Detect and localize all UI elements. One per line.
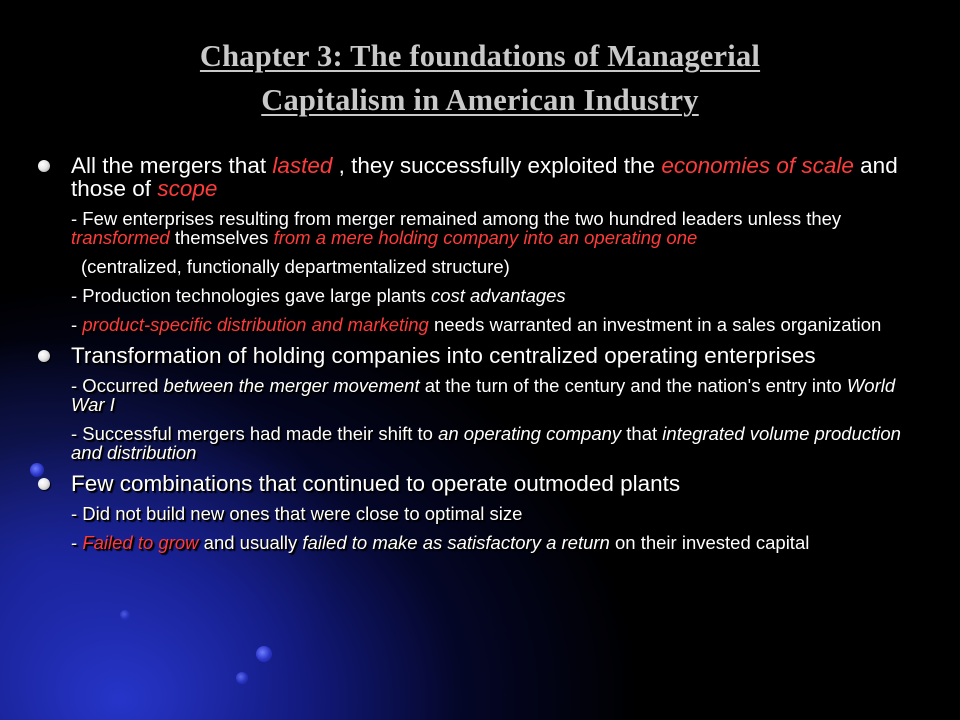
decorative-orb xyxy=(120,610,130,620)
sub-point-few-enterprises xyxy=(36,209,926,247)
highlight-text: scope xyxy=(157,176,218,201)
highlight-text: Failed to grow xyxy=(82,532,199,553)
sub-text: themselves xyxy=(169,227,274,248)
bullet-text: , they successfully exploited the xyxy=(332,153,662,178)
sub-text: at the turn of the century and the nation's entry into xyxy=(419,375,847,396)
bullet-dot-icon xyxy=(38,478,50,490)
highlight-text: economies of scale xyxy=(661,153,854,178)
emphasis-text: an operating company xyxy=(438,423,622,444)
sub-text: (centralized, functionally departmentalized structure) xyxy=(81,256,510,277)
bullet-mergers xyxy=(36,154,926,200)
sub-text: - Occurred xyxy=(71,375,164,396)
sub-text: - Few enterprises resulting from merger remained among the two hundred leaders unless they xyxy=(71,208,842,229)
emphasis-text: World War I xyxy=(71,375,896,415)
bullet-text: Transformation of holding companies into centralized operating enterprises xyxy=(71,343,816,368)
sub-text: and usually xyxy=(198,532,303,553)
sub-point-distribution xyxy=(36,315,926,334)
sub-point-did-not-build xyxy=(36,504,926,523)
bullet-text: Few combinations that continued to operate outmoded plants xyxy=(71,471,681,496)
bullet-dot-icon xyxy=(38,160,50,172)
decorative-orb xyxy=(256,646,272,662)
sub-point-failed-to-grow xyxy=(36,533,926,552)
sub-text: needs warranted an investment in a sales organization xyxy=(428,314,882,335)
sub-point-structure xyxy=(36,257,926,276)
emphasis-text: between the merger movement xyxy=(163,375,420,396)
emphasis-text: integrated volume production and distribution xyxy=(71,423,901,463)
sub-text: on their invested capital xyxy=(609,532,810,553)
bullet-few-combinations xyxy=(36,472,926,495)
sub-text: - Successful mergers had made their shift to xyxy=(71,423,439,444)
sub-text: that xyxy=(621,423,663,444)
emphasis-text: failed to make as satisfactory a return xyxy=(302,532,610,553)
highlight-text: from a mere holding company into an operating one xyxy=(273,227,698,248)
sub-text: - xyxy=(71,314,83,335)
highlight-text: transformed xyxy=(71,227,170,248)
sub-text: - xyxy=(71,532,83,553)
title-line-2: Capitalism in American Industry xyxy=(261,83,699,117)
sub-text: - Did not build new ones that were close to optimal size xyxy=(71,503,523,524)
bullet-text: All the mergers that xyxy=(71,153,273,178)
decorative-orb xyxy=(236,672,248,684)
bullet-text: and those of xyxy=(71,153,898,201)
title-line-1: Chapter 3: The foundations of Managerial xyxy=(199,39,761,73)
emphasis-text: cost advantages xyxy=(430,285,566,306)
slide-body xyxy=(36,154,926,562)
highlight-text: product-specific distribution and marketing xyxy=(82,314,429,335)
slide-title xyxy=(60,34,900,122)
bullet-dot-icon xyxy=(38,350,50,362)
sub-point-production xyxy=(36,286,926,305)
sub-text: - Production technologies gave large plants xyxy=(71,285,431,306)
sub-point-occurred xyxy=(36,376,926,414)
highlight-text: lasted xyxy=(272,153,333,178)
bullet-transformation xyxy=(36,344,926,367)
sub-point-successful xyxy=(36,424,926,462)
